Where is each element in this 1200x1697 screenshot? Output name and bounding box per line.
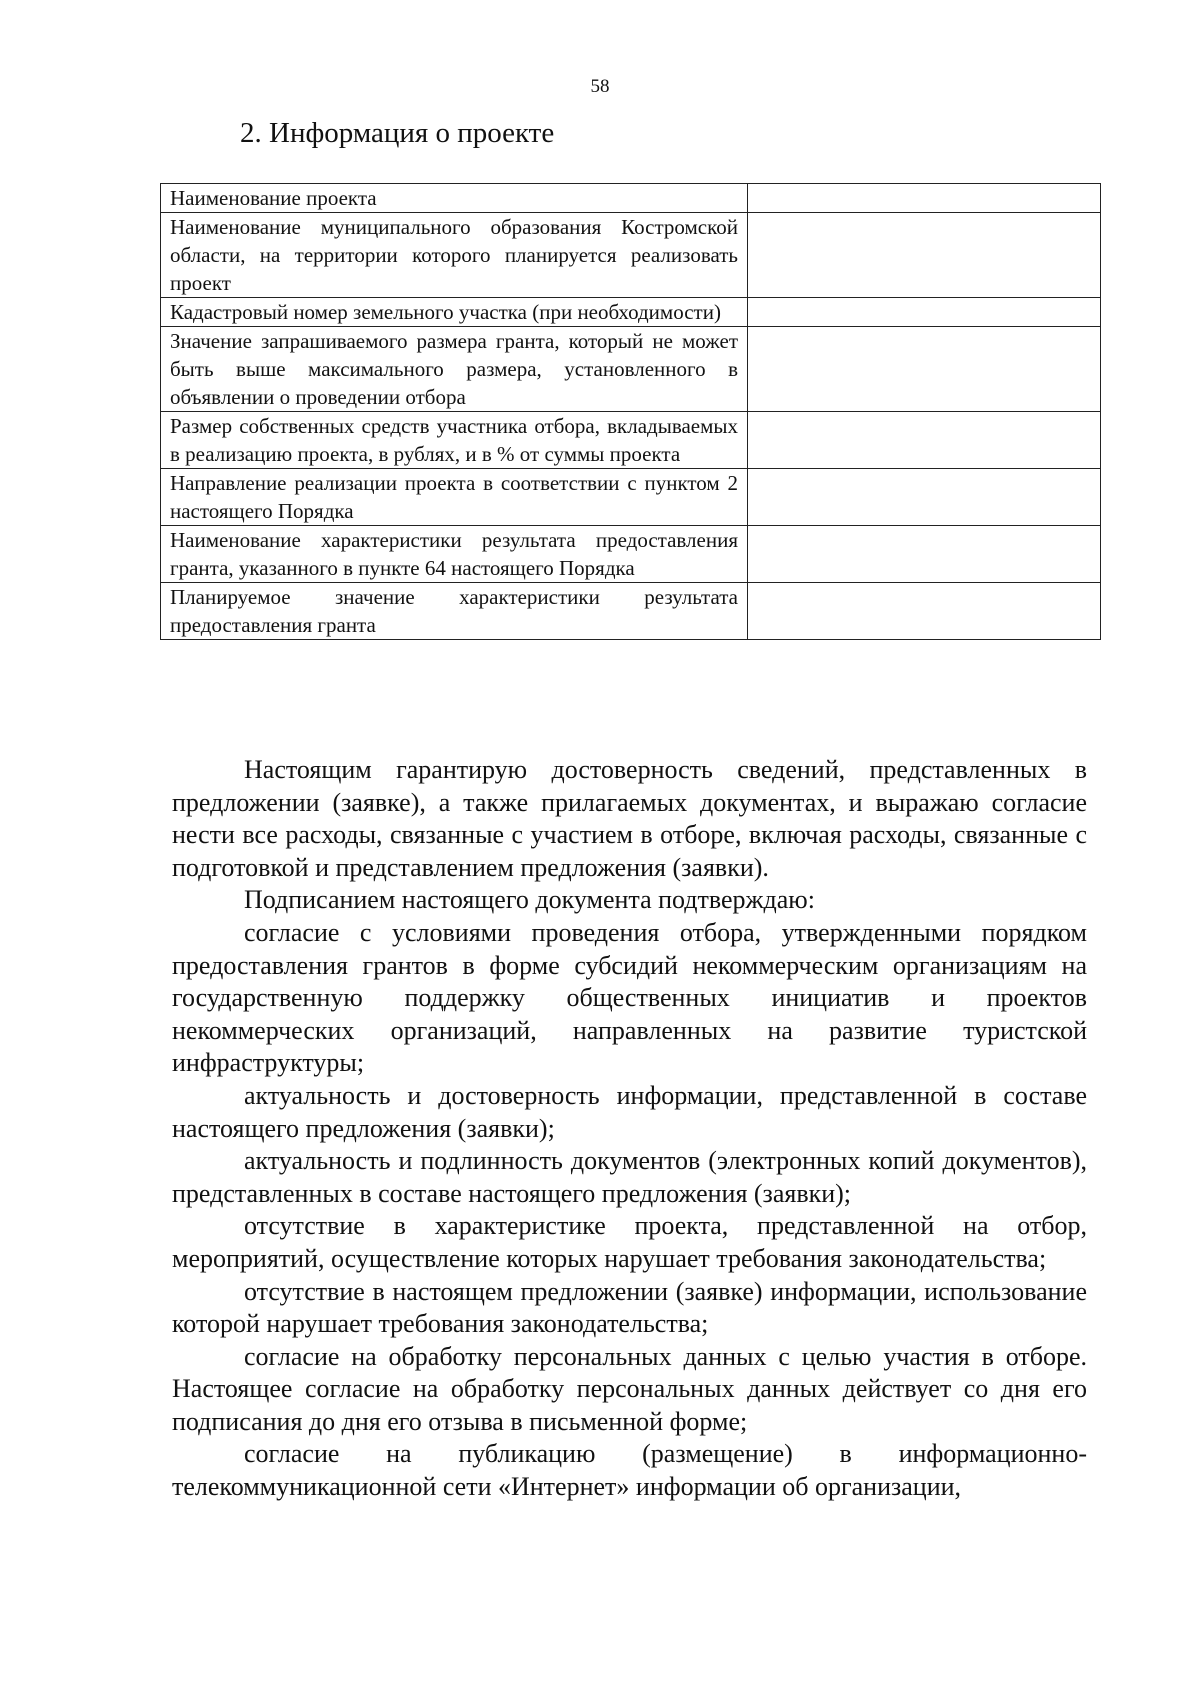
table-row: [161, 583, 1101, 640]
table-row: [161, 213, 1101, 298]
row-value-cell[interactable]: [748, 412, 1101, 469]
row-label: Кадастровый номер земельного участка (при необходимости): [161, 298, 748, 327]
row-value-cell[interactable]: [748, 184, 1101, 213]
row-value-cell[interactable]: [748, 298, 1101, 327]
row-label: Значение запрашиваемого размера гранта, который не может быть выше максимального размера, установленного в объявлении о проведении отбора: [161, 327, 748, 412]
row-value-cell[interactable]: [748, 213, 1101, 298]
no-violating-activities-paragraph: отсутствие в характеристике проекта, представленной на отбор, мероприятий, осуществление которых нарушает требования законодательства;: [172, 1211, 1087, 1273]
declaration-text: [172, 754, 1087, 1504]
table-row: [161, 469, 1101, 526]
row-label: Размер собственных средств участника отбора, вкладываемых в реализацию проекта, в рублях, и в % от суммы проекта: [161, 412, 748, 469]
table-row: [161, 412, 1101, 469]
row-label: Наименование характеристики результата предоставления гранта, указанного в пункте 64 настоящего Порядка: [161, 526, 748, 583]
row-value-cell[interactable]: [748, 583, 1101, 640]
row-value-cell[interactable]: [748, 469, 1101, 526]
table-row: [161, 327, 1101, 412]
document-authenticity-paragraph: актуальность и подлинность документов (электронных копий документов), представленных в составе настоящего предложения (заявки);: [172, 1146, 1087, 1208]
publication-consent-paragraph: согласие на публикацию (размещение) в информационно-телекоммуникационной сети «Интернет» информации об организации,: [172, 1439, 1087, 1502]
guarantee-paragraph: Настоящим гарантирую достоверность сведений, представленных в предложении (заявке), а также прилагаемых документах, и выражаю согласие нести все расходы, связанные с участием в отборе, включая расходы, связанные с подготовкой и представлением предложения (заявки).: [172, 755, 1087, 882]
information-accuracy-paragraph: актуальность и достоверность информации, представленной в составе настоящего предложения (заявки);: [172, 1080, 1087, 1143]
section-heading: 2. Информация о проекте: [240, 117, 555, 149]
no-violating-information-paragraph: отсутствие в настоящем предложении (заявке) информации, использование которой нарушает требования законодательства;: [172, 1276, 1087, 1339]
project-info-table: [160, 183, 1101, 640]
row-label: Направление реализации проекта в соответствии с пунктом 2 настоящего Порядка: [161, 469, 748, 526]
table-row: [161, 526, 1101, 583]
row-label: Планируемое значение характеристики результата предоставления гранта: [161, 583, 748, 640]
row-label: Наименование муниципального образования Костромской области, на территории которого планируется реализовать проект: [161, 213, 748, 298]
consent-conditions-paragraph: согласие с условиями проведения отбора, утвержденными порядком предоставления грантов в форме субсидий некоммерческим организациям на государственную поддержку общественных инициатив и проектов некоммерческих организаций, направленных на развитие туристской инфраструктуры;: [172, 917, 1087, 1078]
row-value-cell[interactable]: [748, 526, 1101, 583]
page-number: 58: [590, 76, 610, 97]
row-label: Наименование проекта: [161, 184, 748, 213]
confirmation-intro-paragraph: Подписанием настоящего документа подтверждаю:: [244, 885, 815, 915]
personal-data-consent-paragraph: согласие на обработку персональных данных с целью участия в отборе. Настоящее согласие на обработку персональных данных действует со дня его подписания до дня его отзыва в письменной форме;: [172, 1341, 1087, 1436]
table-row: [161, 298, 1101, 327]
row-value-cell[interactable]: [748, 327, 1101, 412]
table-row: [161, 184, 1101, 213]
